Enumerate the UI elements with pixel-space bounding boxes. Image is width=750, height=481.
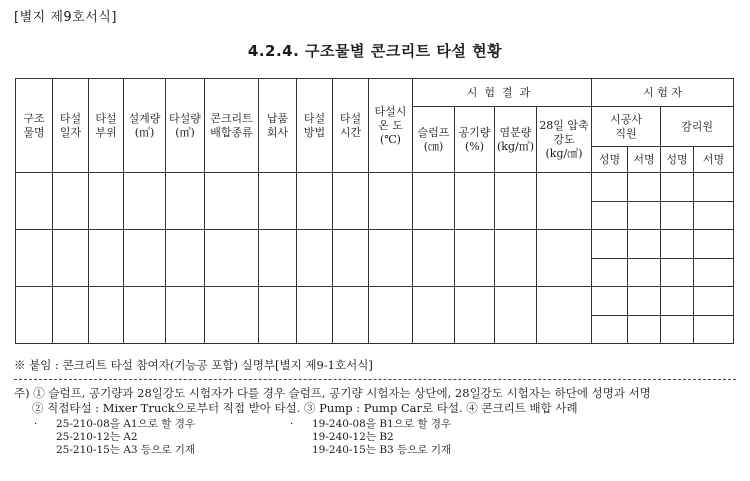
cell-pour-date[interactable] [53,173,89,230]
example-line: 19-240-15는 B3 등으로 기재 [312,444,452,456]
cell-contractor-name[interactable] [592,316,628,344]
cell-contractor-signature[interactable] [628,230,661,259]
cell-pour-temperature[interactable] [369,173,413,230]
cell-air-content[interactable] [455,230,495,287]
cell-pour-volume[interactable] [166,230,205,287]
cell-pour-method[interactable] [297,287,333,344]
cell-contractor-name[interactable] [592,259,628,287]
header-28day-strength: 28일 압축 강도 (kg/㎠) [537,107,592,173]
mix-examples [14,418,736,466]
cell-contractor-signature[interactable] [628,173,661,202]
header-supervisor: 감리원 [661,107,734,147]
cell-28day-strength[interactable] [537,230,592,287]
concrete-pour-table [15,78,734,344]
cell-contractor-signature[interactable] [628,287,661,316]
cell-supervisor-name[interactable] [661,202,694,230]
cell-pour-date[interactable] [53,230,89,287]
cell-pour-temperature[interactable] [369,287,413,344]
header-design-volume: 설계량 (㎥) [124,79,166,173]
header-pour-location: 타설 부위 [89,79,124,173]
cell-concrete-mix[interactable] [205,173,259,230]
mix-examples-right [290,418,451,457]
table-row [16,287,734,316]
cell-contractor-signature[interactable] [628,316,661,344]
cell-pour-volume[interactable] [166,287,205,344]
header-pour-time: 타설 시간 [333,79,369,173]
cell-supplier[interactable] [259,173,297,230]
header-chloride: 염분량 (kg/㎥) [495,107,537,173]
cell-pour-time[interactable] [333,230,369,287]
cell-supplier[interactable] [259,287,297,344]
cell-supervisor-name[interactable] [661,230,694,259]
example-line: 25-210-12는 A2 [56,431,138,443]
cell-slump[interactable] [413,287,455,344]
header-air-content: 공기량 (%) [455,107,495,173]
cell-structure-name[interactable] [16,287,53,344]
cell-design-volume[interactable] [124,287,166,344]
cell-contractor-signature[interactable] [628,202,661,230]
form-number-label: [별지 제9호서식] [14,10,117,25]
table-row [16,230,734,259]
note-2: ② 직접타설 : Mixer Truck으로부터 직접 받아 타설. ③ Pump : Pump Car로 타설. ④ 콘크리트 배합 사례 [32,401,578,415]
header-supervisor-signature: 서명 [694,147,734,173]
cell-pour-volume[interactable] [166,173,205,230]
cell-supervisor-signature[interactable] [694,316,734,344]
header-contractor-signature: 서명 [628,147,661,173]
cell-pour-location[interactable] [89,287,124,344]
cell-structure-name[interactable] [16,230,53,287]
header-pour-temperature: 타설시 온 도 (℃) [369,79,413,173]
cell-supervisor-signature[interactable] [694,230,734,259]
cell-supervisor-signature[interactable] [694,173,734,202]
cell-slump[interactable] [413,173,455,230]
header-pour-method: 타설 방법 [297,79,333,173]
bullet-glyph: · [290,418,294,430]
cell-pour-location[interactable] [89,173,124,230]
example-line: 25-210-08을 A1으로 할 경우 [56,418,195,430]
cell-pour-method[interactable] [297,173,333,230]
header-pour-date: 타설 일자 [53,79,89,173]
cell-design-volume[interactable] [124,230,166,287]
bullet-glyph: · [34,418,38,430]
cell-air-content[interactable] [455,287,495,344]
dashed-divider [14,379,736,380]
cell-pour-location[interactable] [89,230,124,287]
header-supplier: 납품 회사 [259,79,297,173]
cell-pour-date[interactable] [53,287,89,344]
cell-supervisor-name[interactable] [661,287,694,316]
cell-supervisor-name[interactable] [661,173,694,202]
cell-contractor-signature[interactable] [628,259,661,287]
cell-28day-strength[interactable] [537,287,592,344]
cell-concrete-mix[interactable] [205,287,259,344]
cell-supervisor-name[interactable] [661,316,694,344]
cell-pour-time[interactable] [333,173,369,230]
cell-supplier[interactable] [259,230,297,287]
example-line: 19-240-08을 B1으로 할 경우 [312,418,452,430]
cell-slump[interactable] [413,230,455,287]
cell-pour-time[interactable] [333,287,369,344]
attachment-note: ※ 붙임 : 콘크리트 타설 참여자(기능공 포함) 실명부[별지 제9-1호서식] [14,358,373,372]
cell-supervisor-name[interactable] [661,259,694,287]
cell-supervisor-signature[interactable] [694,287,734,316]
mix-examples-left [34,418,195,457]
cell-pour-temperature[interactable] [369,230,413,287]
example-line: 19-240-12는 B2 [312,431,394,443]
cell-contractor-name[interactable] [592,202,628,230]
table-row [16,173,734,202]
header-pour-volume: 타설량 (㎥) [166,79,205,173]
cell-supervisor-signature[interactable] [694,202,734,230]
cell-chloride[interactable] [495,230,537,287]
header-contractor-staff: 시공사 직원 [592,107,661,147]
page-title: 4.2.4. 구조물별 콘크리트 타설 현황 [247,42,503,60]
cell-air-content[interactable] [455,173,495,230]
cell-contractor-name[interactable] [592,230,628,259]
cell-chloride[interactable] [495,287,537,344]
header-supervisor-name: 성명 [661,147,694,173]
header-test-results: 시험결과 [413,79,592,107]
cell-design-volume[interactable] [124,173,166,230]
cell-pour-method[interactable] [297,230,333,287]
header-structure-name: 구조 물명 [16,79,53,173]
cell-contractor-name[interactable] [592,287,628,316]
cell-structure-name[interactable] [16,173,53,230]
cell-contractor-name[interactable] [592,173,628,202]
example-line: 25-210-15는 A3 등으로 기재 [56,444,195,456]
cell-chloride[interactable] [495,173,537,230]
header-slump: 슬럼프 (㎝) [413,107,455,173]
header-concrete-mix: 콘크리트 배합종류 [205,79,259,173]
header-testers: 시 험 자 [592,79,734,107]
cell-concrete-mix[interactable] [205,230,259,287]
note-1: 주) ① 슬럼프, 공기량과 28일강도 시험자가 다를 경우 슬럼프, 공기량 시험자는 상단에, 28일강도 시험자는 하단에 성명과 서명 [14,386,651,400]
cell-supervisor-signature[interactable] [694,259,734,287]
notes-section [14,358,736,466]
header-contractor-name: 성명 [592,147,628,173]
cell-28day-strength[interactable] [537,173,592,230]
